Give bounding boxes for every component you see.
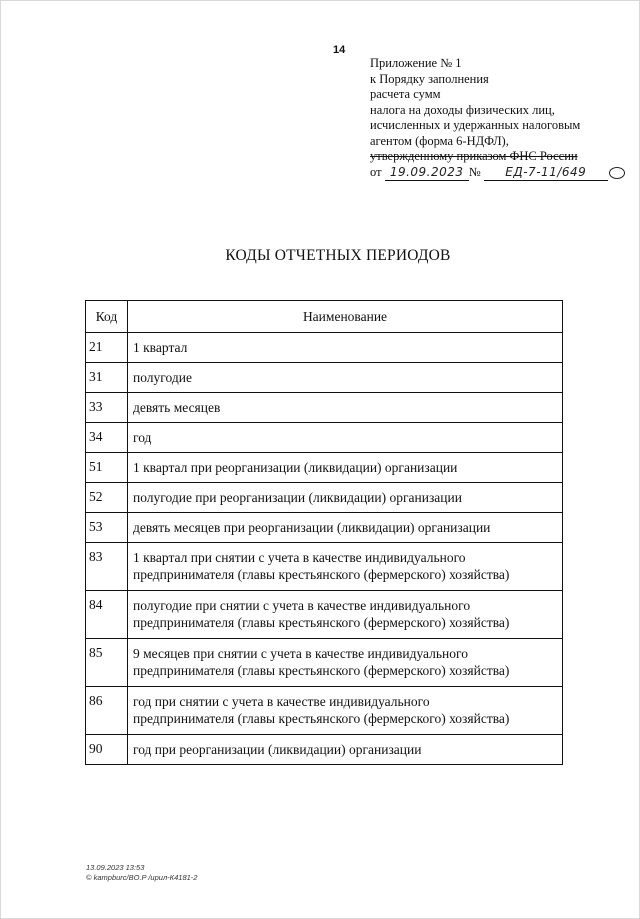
footer-stamp — [86, 863, 197, 883]
column-header-name: Наименование — [128, 301, 563, 333]
cell-name-line: предпринимателя (главы крестьянского (фермерского) хозяйства) — [133, 663, 510, 678]
order-number: ЕД-7-11/649 — [484, 165, 608, 182]
appendix-line: к Порядку заполнения — [370, 71, 489, 86]
cell-name-line: полугодие — [133, 370, 192, 385]
order-date: 19.09.2023 — [385, 165, 469, 182]
appendix-line: агентом (форма 6-НДФЛ), — [370, 133, 509, 148]
cell-code: 84 — [86, 591, 128, 639]
cell-code: 34 — [86, 423, 128, 453]
cell-name — [128, 453, 563, 483]
appendix-line: расчета сумм — [370, 87, 441, 101]
period-codes-table — [85, 300, 563, 765]
cell-name-line: 1 квартал при снятии с учета в качестве индивидуального — [133, 550, 466, 565]
cell-name-line: год — [133, 430, 152, 445]
cell-name-line: девять месяцев при реорганизации (ликвидации) организации — [133, 520, 491, 535]
appendix-line: налога на доходы физических лиц, — [370, 102, 555, 117]
cell-name-line: предпринимателя (главы крестьянского (фермерского) хозяйства) — [133, 711, 510, 726]
table-body — [86, 333, 563, 765]
cell-name-line: девять месяцев — [133, 400, 221, 415]
table-row — [86, 687, 563, 735]
cell-name — [128, 423, 563, 453]
table-row — [86, 483, 563, 513]
table-row — [86, 423, 563, 453]
table-row — [86, 393, 563, 423]
cell-name — [128, 513, 563, 543]
order-number-sign: № — [468, 164, 481, 179]
cell-code: 83 — [86, 543, 128, 591]
footer-timestamp: 13.09.2023 13:53 — [86, 863, 145, 872]
page-number: 14 — [333, 44, 346, 56]
cell-name-line: полугодие при реорганизации (ликвидации) организации — [133, 490, 462, 505]
cell-code: 90 — [86, 735, 128, 765]
cell-code: 33 — [86, 393, 128, 423]
cell-name — [128, 639, 563, 687]
footer-reference: © kampburc/BO.P /ирил-К4181-2 — [86, 873, 198, 882]
document-title: КОДЫ ОТЧЕТНЫХ ПЕРИОДОВ — [225, 247, 451, 264]
table-row — [86, 591, 563, 639]
column-header-code: Код — [86, 301, 128, 333]
cell-name — [128, 483, 563, 513]
cell-code: 86 — [86, 687, 128, 735]
appendix-line: Приложение № 1 — [370, 56, 462, 70]
appendix-block — [370, 56, 620, 181]
cell-name-line: предпринимателя (главы крестьянского (фермерского) хозяйства) — [133, 615, 510, 630]
table-row — [86, 363, 563, 393]
cell-code: 85 — [86, 639, 128, 687]
table-row — [86, 333, 563, 363]
cell-name-line: 1 квартал при реорганизации (ликвидации) организации — [133, 460, 458, 475]
cell-name-line: 1 квартал — [133, 340, 188, 355]
cell-code: 53 — [86, 513, 128, 543]
cell-name — [128, 687, 563, 735]
order-reference — [370, 165, 620, 182]
appendix-line: утвержденному приказом ФНС России — [370, 149, 578, 163]
appendix-line: исчисленных и удержанных налоговым — [370, 118, 581, 132]
cell-name — [128, 333, 563, 363]
cell-name-line: 9 месяцев при снятии с учета в качестве индивидуального — [133, 646, 468, 661]
cell-name — [128, 543, 563, 591]
cell-name — [128, 591, 563, 639]
cell-name — [128, 393, 563, 423]
handwritten-mark-icon — [609, 167, 625, 179]
cell-name-line: год при реорганизации (ликвидации) организации — [133, 742, 422, 757]
order-prefix: от — [370, 164, 382, 179]
table-row — [86, 453, 563, 483]
cell-code: 52 — [86, 483, 128, 513]
table-row — [86, 543, 563, 591]
cell-code: 31 — [86, 363, 128, 393]
cell-name-line: предпринимателя (главы крестьянского (фермерского) хозяйства) — [133, 567, 510, 582]
cell-code: 21 — [86, 333, 128, 363]
table-row — [86, 735, 563, 765]
table-header-row — [86, 301, 563, 333]
cell-code: 51 — [86, 453, 128, 483]
cell-name — [128, 363, 563, 393]
table-row — [86, 513, 563, 543]
cell-name-line: полугодие при снятии с учета в качестве индивидуального — [133, 598, 471, 613]
cell-name-line: год при снятии с учета в качестве индивидуального — [133, 694, 430, 709]
cell-name — [128, 735, 563, 765]
table-row — [86, 639, 563, 687]
